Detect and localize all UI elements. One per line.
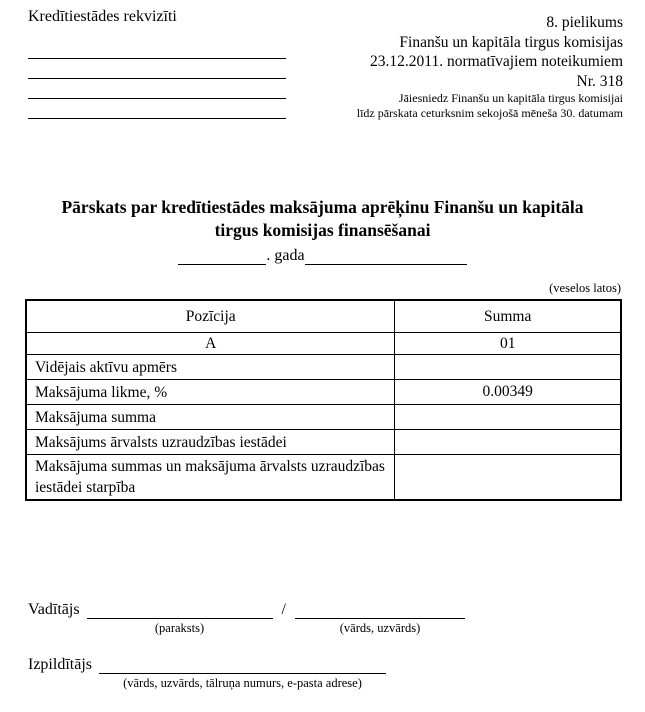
units-note: (veselos latos) xyxy=(549,281,621,295)
period-blank-field[interactable] xyxy=(305,247,467,265)
manager-signature-row xyxy=(28,601,622,635)
report-date-line xyxy=(0,247,645,268)
requisites-blank-line-2[interactable] xyxy=(28,59,286,79)
executor-info-field[interactable] xyxy=(99,657,386,690)
table-row xyxy=(26,430,621,455)
submission-note-line-2: līdz pārskata ceturksnim sekojošā mēneša 30. datumam xyxy=(356,105,623,120)
position-cell: Maksājuma summa xyxy=(26,405,395,430)
gada-label: . gada xyxy=(266,247,305,264)
code-cell-01: 01 xyxy=(395,333,621,355)
year-blank-field[interactable] xyxy=(178,247,266,265)
submission-note-line-1: Jāiesniedz Finanšu un kapitāla tirgus komisijai xyxy=(398,91,623,105)
annex-number: 8. pielikums xyxy=(546,14,623,31)
manager-name-field[interactable] xyxy=(295,602,465,635)
requisites-blank-line-4[interactable] xyxy=(28,99,286,119)
commission-name: Finanšu un kapitāla tirgus komisijas xyxy=(399,33,623,51)
requisites-block xyxy=(28,8,286,119)
executor-caption: (vārds, uzvārds, tālruņa numurs, e-pasta adrese) xyxy=(123,676,362,690)
page-title xyxy=(0,196,645,242)
summa-cell[interactable] xyxy=(395,405,621,430)
requisites-blank-line-1[interactable] xyxy=(28,39,286,59)
table-code-row xyxy=(26,333,621,355)
summa-cell[interactable] xyxy=(395,455,621,501)
position-cell: Maksājuma summas un maksājuma ārvalsts uzraudzības iestādei starpība xyxy=(26,455,395,501)
executor-row xyxy=(28,656,622,690)
manager-signature-field[interactable] xyxy=(87,602,273,635)
signatures-block xyxy=(28,601,622,690)
table-header-row xyxy=(26,300,621,333)
position-cell: Maksājums ārvalsts uzraudzības iestādei xyxy=(26,430,395,455)
summa-cell[interactable] xyxy=(395,355,621,380)
regulation-date: 23.12.2011. normatīvajiem noteikumiem xyxy=(370,53,623,70)
code-cell-a: A xyxy=(26,333,395,355)
regulation-reference-block xyxy=(357,13,623,120)
table-row xyxy=(26,355,621,380)
position-cell: Maksājuma likme, % xyxy=(26,380,395,405)
requisites-blank-line-3[interactable] xyxy=(28,79,286,99)
manager-label: Vadītājs xyxy=(28,601,80,618)
position-cell: Vidējais aktīvu apmērs xyxy=(26,355,395,380)
requisites-label: Kredītiestādes rekvizīti xyxy=(28,8,177,25)
regulation-number: Nr. 318 xyxy=(576,72,623,90)
payment-calculation-table xyxy=(25,299,622,501)
slash-separator: / xyxy=(281,601,286,618)
column-header-pozicija: Pozīcija xyxy=(26,300,395,333)
table-row xyxy=(26,380,621,405)
executor-label: Izpildītājs xyxy=(28,656,92,673)
summa-cell: 0.00349 xyxy=(395,380,621,405)
summa-cell[interactable] xyxy=(395,430,621,455)
table-row xyxy=(26,405,621,430)
table-row xyxy=(26,455,621,501)
page-title-line-1: Pārskats par kredītiestādes maksājuma aprēķinu Finanšu un kapitāla xyxy=(61,197,584,217)
name-caption: (vārds, uzvārds) xyxy=(339,621,421,635)
page-title-line-2: tirgus komisijas finansēšanai xyxy=(214,220,431,240)
column-header-summa: Summa xyxy=(395,300,621,333)
signature-caption: (paraksts) xyxy=(154,621,205,635)
